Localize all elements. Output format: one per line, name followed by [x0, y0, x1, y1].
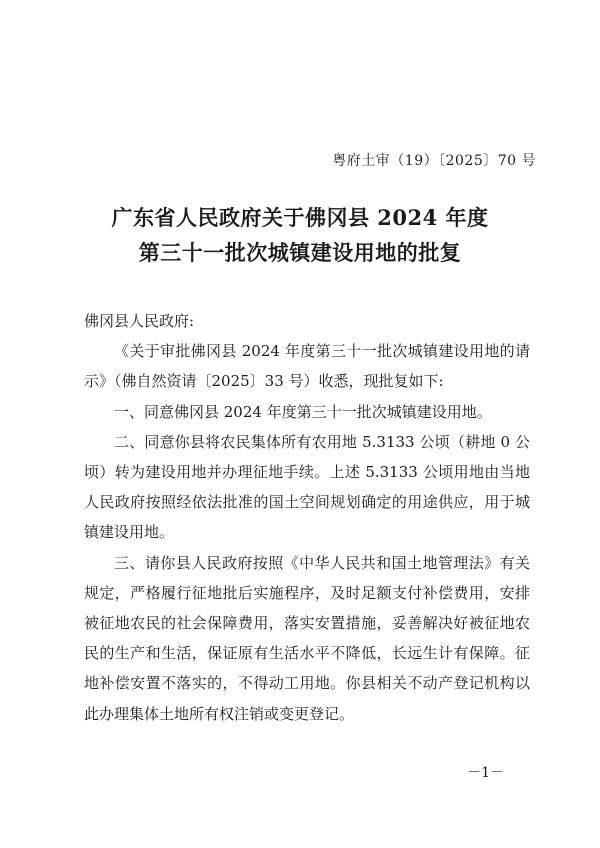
paragraph-item-3: 三、请你县人民政府按照《中华人民共和国土地管理法》有关规定，严格履行征地批后实施程序，及时足额支付补偿费用，安排被征地农民的社会保障费用，落实安置措施，妥善解决好被征地农民的生产和生活，保证原有生活水平不降低，长远生计有保障。征地补偿安置不落实的，不得动工用地。你县相关不动产登记机构以此办理集体土地所有权注销或变更登记。: [84, 553, 530, 723]
paragraph-request: 《关于审批佛冈县 2024 年度第三十一批次城镇建设用地的请示》（佛自然资请〔2025〕33 号）收悉，现批复如下:: [84, 342, 530, 391]
addressee: 佛冈县人民政府:: [84, 312, 195, 330]
title-line-1: 广东省人民政府关于佛冈县 2024 年度: [111, 205, 489, 230]
title-line-2: 第三十一批次城镇建设用地的批复: [138, 240, 462, 265]
paragraph-item-2: 二、同意你县将农民集体所有农用地 5.3133 公顷（耕地 0 公顷）转为建设用地并办理征地手续。上述 5.3133 公顷用地由当地人民政府按照经依法批准的国土空间规划确定的用途供应，用于城镇建设用地。: [84, 432, 530, 542]
page-number: －1－: [467, 765, 504, 781]
document-title: [0, 200, 600, 270]
paragraph-item-1: 一、同意佛冈县 2024 年度第三十一批次城镇建设用地。: [114, 402, 492, 421]
document-body: [84, 306, 530, 729]
document-number: 粤府土审（19）〔2025〕70 号: [332, 153, 536, 169]
